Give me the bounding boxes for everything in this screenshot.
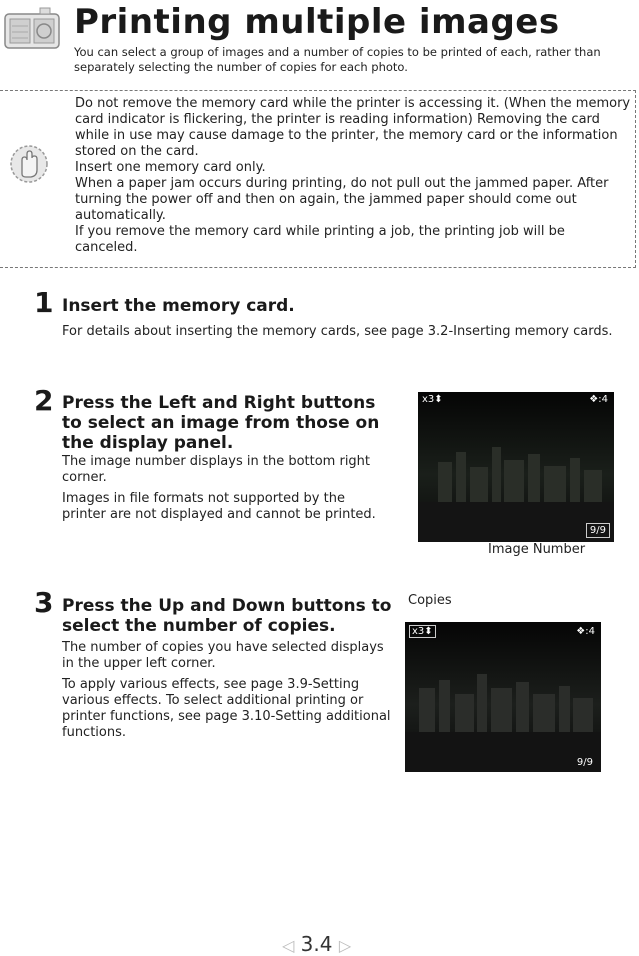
display-panel-image (405, 622, 601, 772)
step-3-title: Press the Up and Down buttons to select the number of copies. (62, 596, 392, 636)
image-number-caption: Image Number (488, 542, 586, 557)
count-value: 4 (601, 394, 608, 405)
up-down-arrow-icon: ⬍ (434, 394, 443, 405)
step-paragraph: The number of copies you have selected displays in the upper left corner. (62, 640, 384, 671)
caution-hand-icon (6, 140, 52, 190)
step-2-title: Press the Left and Right buttons to select an image from those on the display panel. (62, 393, 380, 453)
copies-value: x3 (422, 394, 435, 405)
count-value: 4 (588, 626, 595, 637)
page-title: Printing multiple images (74, 2, 560, 42)
copies-indicator (422, 394, 443, 405)
count-indicator: ❖:4 (576, 626, 595, 637)
page-number (282, 932, 351, 956)
copies-indicator (409, 625, 436, 638)
caution-line: When a paper jam occurs during printing, do not pull out the jammed paper. After turning the power off and then on again, the jammed paper should come out automatically. (75, 176, 609, 223)
step-1-title: Insert the memory card. (62, 296, 295, 316)
step-2-number: 2 (34, 384, 54, 417)
copies-caption: Copies (408, 593, 452, 608)
step-paragraph: To apply various effects, see page 3.9-Setting various effects. To select additional printing or printer functions, see page 3.10-Setting additional functions. (62, 677, 391, 740)
prev-page-icon: ◁ (282, 936, 295, 955)
copies-value: x3 (412, 626, 425, 637)
count-indicator: ❖:4 (589, 394, 608, 405)
step-paragraph: The image number displays in the bottom right corner. (62, 454, 371, 485)
image-number-label: 9/9 (576, 757, 593, 768)
caution-line: If you remove the memory card while printing a job, the printing job will be canceled. (75, 224, 565, 255)
printer-screen-icon (4, 6, 60, 50)
display-panel-image (418, 392, 614, 542)
step-3-number: 3 (34, 586, 54, 619)
caution-line: Insert one memory card only. (75, 160, 266, 175)
step-3-body (62, 640, 392, 746)
page-number-value: 3.4 (300, 932, 333, 956)
step-paragraph: Images in file formats not supported by the printer are not displayed and cannot be printed. (62, 491, 376, 522)
step-2-body (62, 454, 382, 528)
up-down-arrow-icon: ⬍ (424, 626, 433, 637)
stack-icon: ❖ (576, 626, 586, 637)
caution-line: Do not remove the memory card while the printer is accessing it. (When the memory card indicator is flickering, the printer is reading information) Removing the card while in use may cause damage to the printer, the memory card or the information stored on the card. (75, 96, 631, 159)
intro-text: You can select a group of images and a number of copies to be printed of each, rather than separately selecting the number of copies for each photo. (74, 45, 601, 74)
image-number-badge: 9/9 (586, 523, 610, 538)
step-1-body (62, 324, 637, 345)
caution-text (75, 96, 631, 256)
next-page-icon: ▷ (338, 936, 352, 955)
step-1-number: 1 (34, 286, 54, 319)
stack-icon: ❖ (589, 394, 599, 405)
step-paragraph: For details about inserting the memory cards, see page 3.2-Inserting memory cards. (62, 324, 613, 339)
